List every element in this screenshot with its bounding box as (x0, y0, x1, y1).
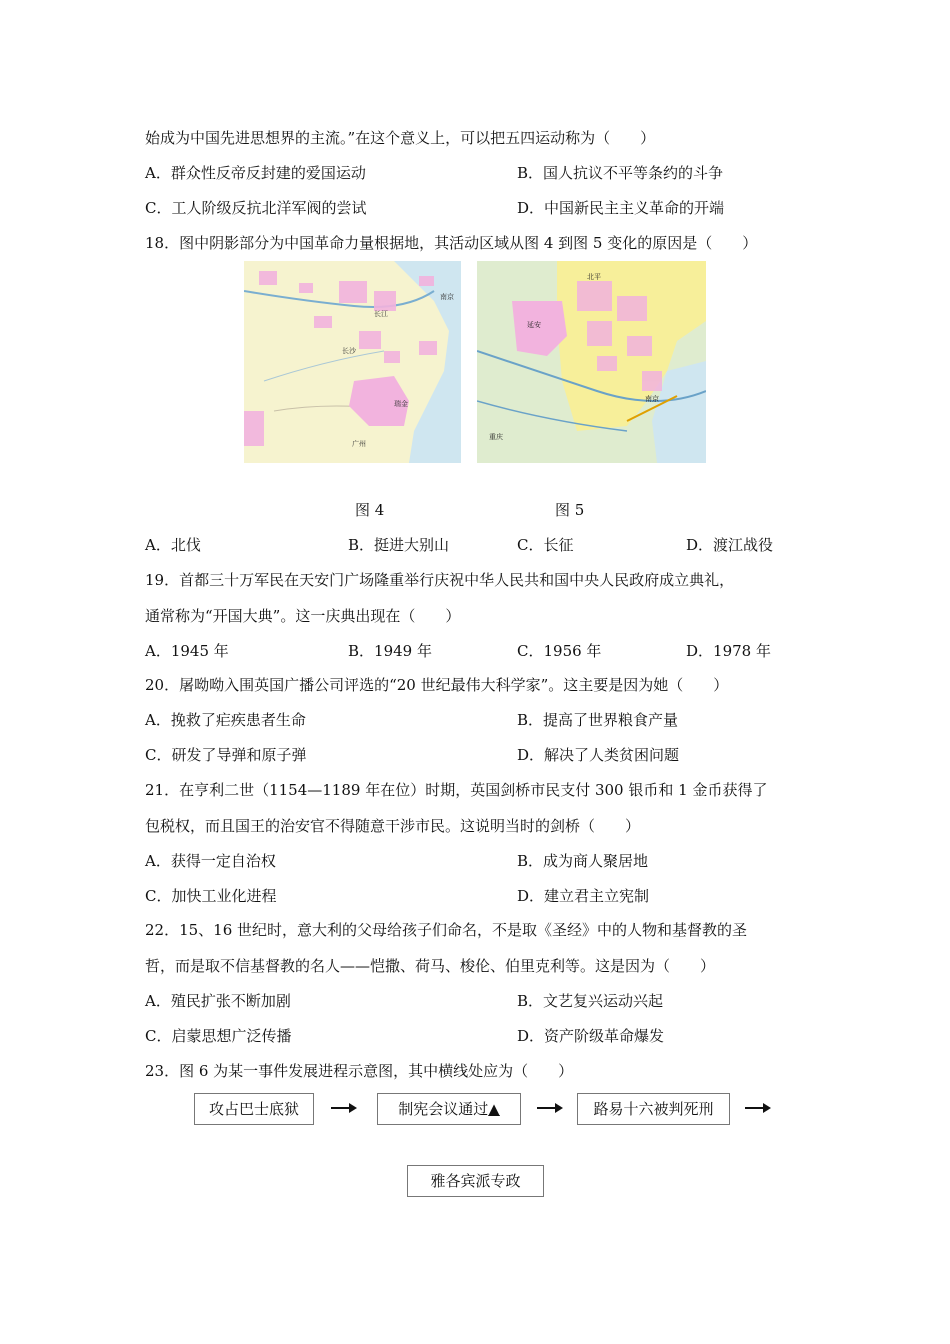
q18-option-a: A．北伐 (145, 536, 201, 554)
answer-blank: ▲ (488, 1100, 500, 1118)
q23-stem: 23．图 6 为某一事件发展进程示意图，其中横线处应为（ ） (145, 1062, 574, 1080)
q20-stem: 20．屠呦呦入围英国广播公司评选的“20 世纪最伟大科学家”。这主要是因为她（ ） (145, 676, 729, 694)
q22-stem-line2: 哲，而是取不信基督教的名人——恺撒、荷马、梭伦、伯里克利等。这是因为（ ） (145, 957, 716, 975)
q22-option-d: D．资产阶级革命爆发 (517, 1027, 665, 1045)
flow-step-2 (377, 1093, 521, 1125)
figure-5-caption: 图 5 (555, 501, 585, 519)
q19-option-d: D．1978 年 (686, 642, 771, 660)
q19-stem-line1: 19．首都三十万军民在天安门广场隆重举行庆祝中华人民共和国中央人民政府成立典礼， (145, 571, 735, 589)
q17-option-a: A．群众性反帝反封建的爱国运动 (145, 164, 366, 182)
q20-option-c: C．研发了导弹和原子弹 (145, 746, 307, 764)
q18-option-b: B．挺进大别山 (348, 536, 450, 554)
q19-option-a: A．1945 年 (145, 642, 229, 660)
q21-option-c: C．加快工业化进程 (145, 887, 277, 905)
map5-label-nanjing: 南京 (645, 395, 659, 403)
q20-option-d: D．解决了人类贫困问题 (517, 746, 680, 764)
q18-option-d: D．渡江战役 (686, 536, 774, 554)
figure-5-map (477, 261, 706, 463)
q21-option-d: D．建立君主立宪制 (517, 887, 650, 905)
q21-stem-line2: 包税权，而且国王的治安官不得随意干涉市民。这说明当时的剑桥（ ） (145, 817, 641, 835)
q19-stem-line2: 通常称为“开国大典”。这一庆典出现在（ ） (145, 607, 461, 625)
q20-option-b: B．提高了世界粮食产量 (517, 711, 679, 729)
q17-option-c: C．工人阶级反抗北洋军阀的尝试 (145, 199, 367, 217)
q17-option-b: B．国人抗议不平等条约的斗争 (517, 164, 724, 182)
map4-label-nanjing: 南京 (440, 293, 454, 301)
map4-label-guangzhou: 广州 (352, 440, 366, 448)
q20-option-a: A．挽救了疟疾患者生命 (145, 711, 306, 729)
figure-4-caption: 图 4 (355, 501, 385, 519)
q22-stem-line1: 22．15、16 世纪时，意大利的父母给孩子们命名，不是取《圣经》中的人物和基督教的圣 (145, 921, 748, 939)
q17-stem-tail: 始成为中国先进思想界的主流。”在这个意义上，可以把五四运动称为（ ） (145, 129, 656, 147)
map5-label-chongqing: 重庆 (489, 433, 503, 441)
q21-stem-line1: 21．在亨利二世（1154—1189 年在位）时期，英国剑桥市民支付 300 银币和 1 金币获得了 (145, 781, 768, 799)
flow-step-1: 攻占巴士底狱 (194, 1093, 314, 1125)
q19-option-b: B．1949 年 (348, 642, 432, 660)
map5-label-beiping: 北平 (587, 273, 601, 281)
q18-stem: 18．图中阴影部分为中国革命力量根据地，其活动区域从图 4 到图 5 变化的原因是（ ） (145, 234, 758, 252)
q19-option-c: C．1956 年 (517, 642, 602, 660)
map4-label-changsha: 长沙 (342, 347, 356, 355)
flow-step-2-label: 制宪会议通过 (398, 1100, 489, 1118)
q22-option-c: C．启蒙思想广泛传播 (145, 1027, 292, 1045)
arrow-right-icon (745, 1101, 771, 1115)
flow-step-4: 雅各宾派专政 (407, 1165, 544, 1197)
flow-step-3: 路易十六被判死刑 (577, 1093, 730, 1125)
map4-label-ruijin: 瑞金 (394, 400, 408, 408)
q21-option-a: A．获得一定自治权 (145, 852, 276, 870)
q17-option-d: D．中国新民主主义革命的开端 (517, 199, 725, 217)
q18-option-c: C．长征 (517, 536, 574, 554)
q22-option-a: A．殖民扩张不断加剧 (145, 992, 291, 1010)
q22-option-b: B．文艺复兴运动兴起 (517, 992, 664, 1010)
arrow-right-icon (331, 1101, 357, 1115)
map4-label-changjiang: 长江 (374, 310, 388, 318)
q21-option-b: B．成为商人聚居地 (517, 852, 649, 870)
arrow-right-icon (537, 1101, 563, 1115)
figure-4-map (244, 261, 461, 463)
map5-label-yanan: 延安 (527, 321, 541, 329)
